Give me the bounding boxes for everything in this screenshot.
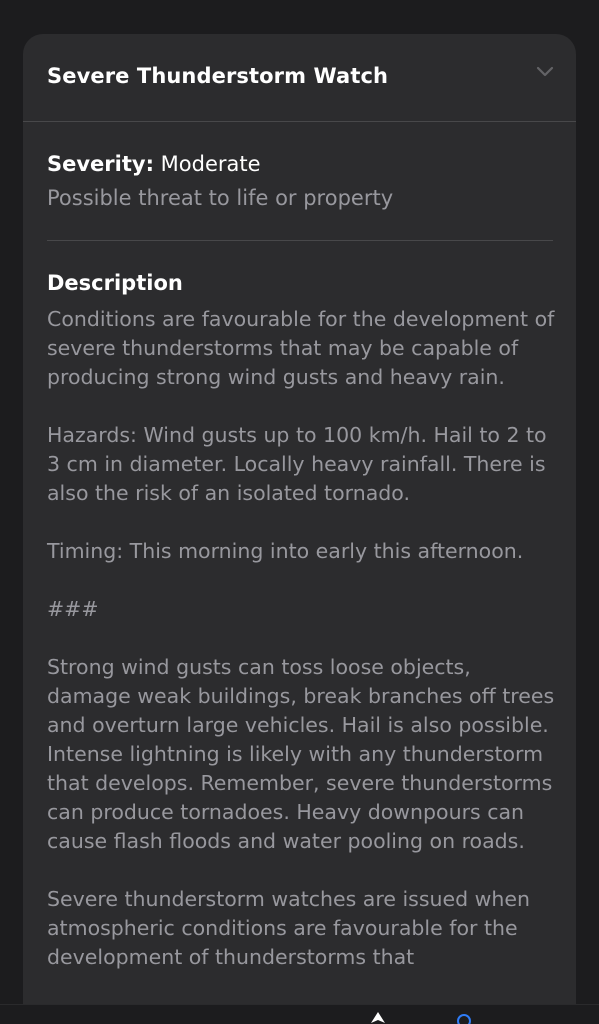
description-paragraph: Severe thunderstorm watches are issued when atmospheric conditions are favourable for the development of thunderstorms that <box>47 887 531 969</box>
section-divider <box>47 240 553 241</box>
description-paragraph: Conditions are favourable for the development of severe thunderstorms that may be capable of producing strong wind gusts and heavy rain. <box>47 307 555 389</box>
severity-label: Severity: <box>47 152 154 176</box>
description-heading: Description <box>47 271 183 295</box>
chevron-down-icon[interactable] <box>536 64 554 78</box>
list-icon[interactable] <box>457 1014 471 1024</box>
severity-description: Possible threat to life or property <box>47 186 394 210</box>
description-paragraph: Hazards: Wind gusts up to 100 km/h. Hail to 2 to 3 cm in diameter. Locally heavy rainfall. There is also the risk of an isolated tornado. <box>47 423 547 505</box>
alert-card-header[interactable] <box>23 34 576 122</box>
alert-title: Severe Thunderstorm Watch <box>47 64 389 88</box>
description-paragraph: Timing: This morning into early this afternoon. <box>47 539 524 563</box>
description-paragraph: ### <box>47 597 99 621</box>
severity-value: Moderate <box>160 152 261 176</box>
severity-row <box>47 152 261 176</box>
alert-card <box>23 34 576 1024</box>
description-paragraph: Strong wind gusts can toss loose objects, damage weak buildings, break branches off trees and overturn large vehicles. Hail is also possible. Intense lightning is likely with any thunderstorm that develops. Remember, severe thunderstorms can produce tornadoes. Heavy downpours can cause flash floods and water pooling on roads. <box>47 655 555 853</box>
bottom-toolbar <box>0 1004 599 1024</box>
location-arrow-icon[interactable] <box>369 1011 387 1024</box>
description-body <box>47 305 559 1001</box>
